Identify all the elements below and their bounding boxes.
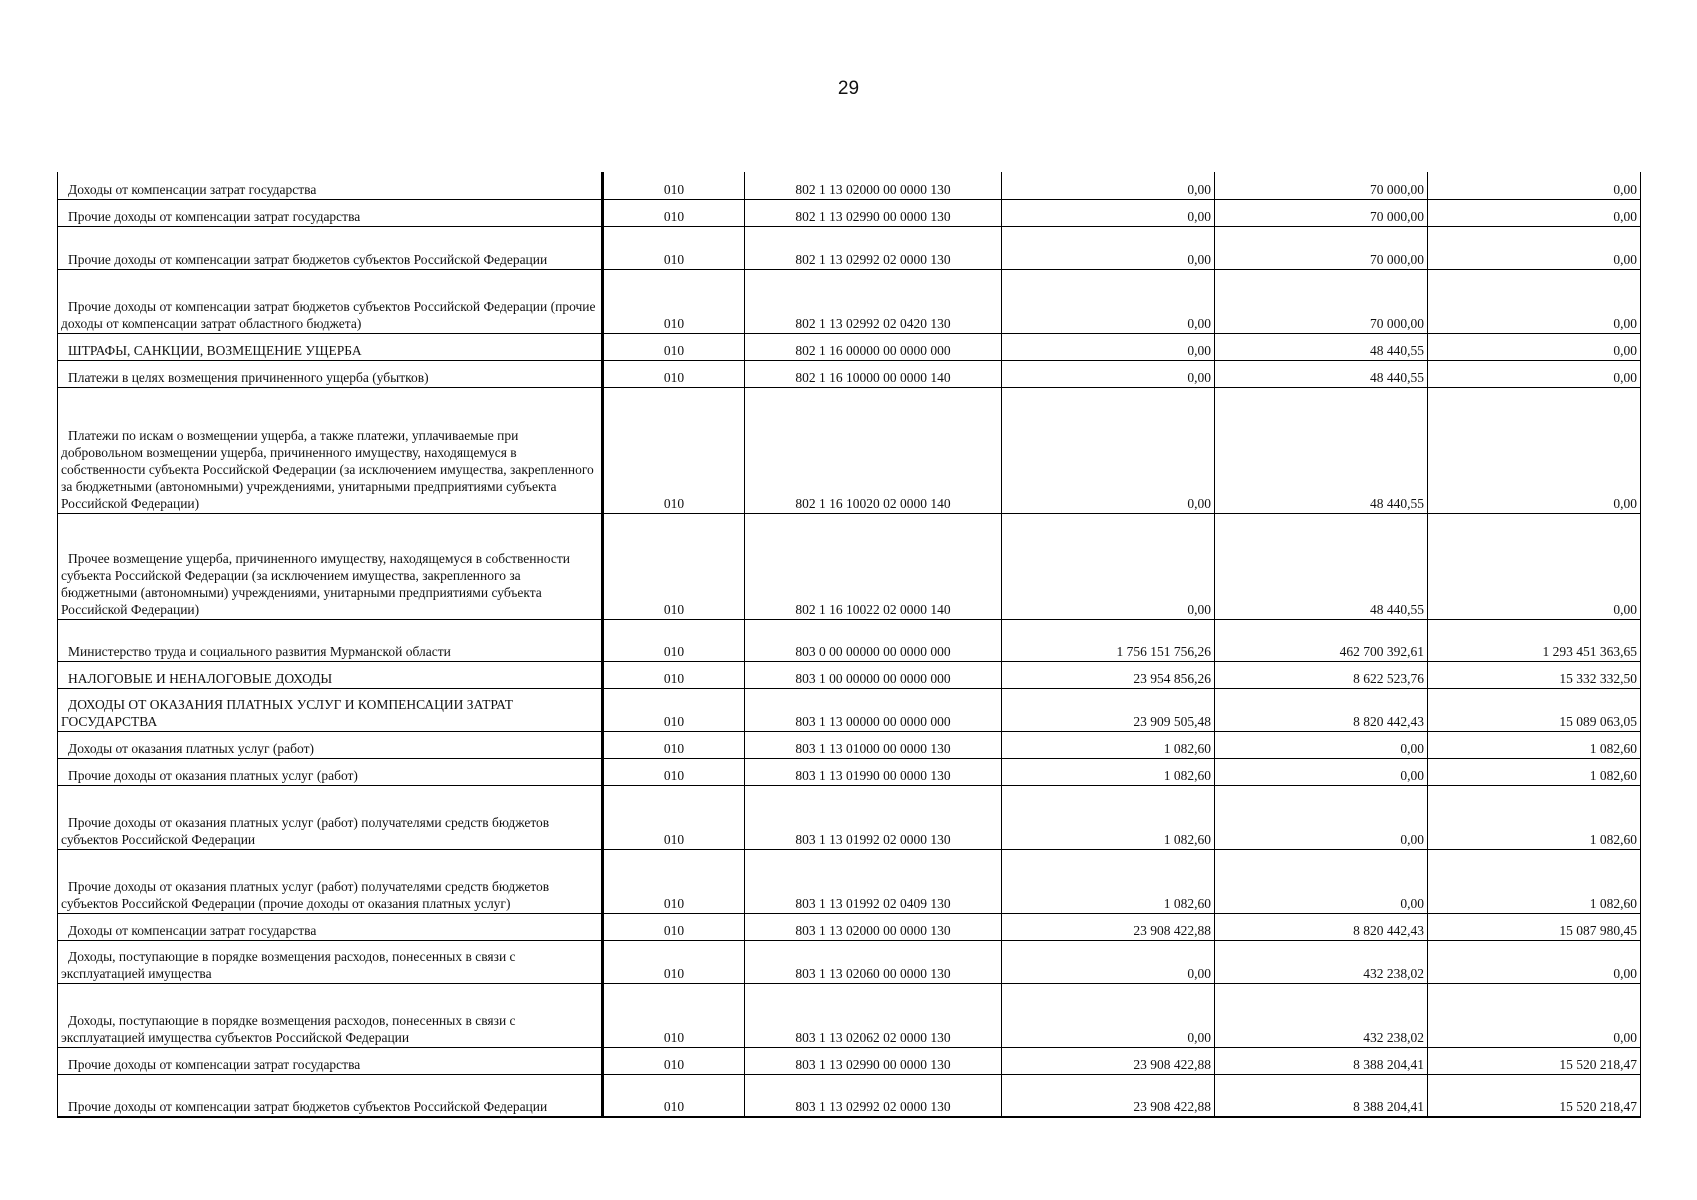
row-value-2-cell: 8 622 523,76 bbox=[1215, 661, 1428, 688]
row-value-3-cell: 1 082,60 bbox=[1428, 758, 1641, 785]
row-classification-code-cell: 802 1 16 10020 02 0000 140 bbox=[745, 387, 1002, 513]
row-value-1-cell: 0,00 bbox=[1002, 983, 1215, 1047]
row-line-code-cell: 010 bbox=[603, 226, 745, 269]
table-row bbox=[58, 758, 1641, 785]
row-value-2-cell: 48 440,55 bbox=[1215, 333, 1428, 360]
row-value-2-cell: 70 000,00 bbox=[1215, 172, 1428, 199]
row-classification-code-cell: 803 1 13 01990 00 0000 130 bbox=[745, 758, 1002, 785]
row-name-text: Прочие доходы от оказания платных услуг (работ) получателями средств бюджетов субъектов Российской Федерации bbox=[61, 814, 550, 847]
row-line-code-cell: 010 bbox=[603, 940, 745, 983]
row-value-3-cell: 15 087 980,45 bbox=[1428, 913, 1641, 940]
row-value-2-cell: 462 700 392,61 bbox=[1215, 619, 1428, 661]
row-classification-code-cell: 802 1 16 00000 00 0000 000 bbox=[745, 333, 1002, 360]
row-line-code-cell: 010 bbox=[603, 513, 745, 619]
row-value-2-cell: 70 000,00 bbox=[1215, 226, 1428, 269]
row-name-cell bbox=[58, 1047, 603, 1074]
row-name-cell bbox=[58, 269, 603, 333]
row-line-code-cell: 010 bbox=[603, 172, 745, 199]
row-name-text: Прочие доходы от оказания платных услуг (работ) получателями средств бюджетов субъектов Российской Федерации (прочие доходы от оказания платных услуг) bbox=[61, 878, 550, 911]
row-value-3-cell: 1 082,60 bbox=[1428, 785, 1641, 849]
row-value-3-cell: 0,00 bbox=[1428, 360, 1641, 387]
row-value-2-cell: 70 000,00 bbox=[1215, 199, 1428, 226]
row-value-3-cell: 1 082,60 bbox=[1428, 849, 1641, 913]
row-name-text: Платежи в целях возмещения причиненного ущерба (убытков) bbox=[68, 369, 429, 385]
row-name-cell bbox=[58, 983, 603, 1047]
row-name-cell bbox=[58, 849, 603, 913]
row-value-3-cell: 1 293 451 363,65 bbox=[1428, 619, 1641, 661]
row-classification-code-cell: 802 1 16 10022 02 0000 140 bbox=[745, 513, 1002, 619]
row-value-2-cell: 70 000,00 bbox=[1215, 269, 1428, 333]
row-name-text: Доходы от компенсации затрат государства bbox=[68, 181, 317, 197]
row-value-1-cell: 1 082,60 bbox=[1002, 785, 1215, 849]
row-name-cell bbox=[58, 360, 603, 387]
row-line-code-cell: 010 bbox=[603, 983, 745, 1047]
row-name-cell bbox=[58, 1074, 603, 1117]
row-line-code-cell: 010 bbox=[603, 619, 745, 661]
row-value-3-cell: 15 520 218,47 bbox=[1428, 1074, 1641, 1117]
row-value-3-cell: 15 089 063,05 bbox=[1428, 688, 1641, 731]
row-value-3-cell: 0,00 bbox=[1428, 172, 1641, 199]
row-classification-code-cell: 803 1 13 01992 02 0409 130 bbox=[745, 849, 1002, 913]
row-classification-code-cell: 803 1 13 01000 00 0000 130 bbox=[745, 731, 1002, 758]
row-classification-code-cell: 803 1 13 00000 00 0000 000 bbox=[745, 688, 1002, 731]
row-value-2-cell: 8 820 442,43 bbox=[1215, 913, 1428, 940]
row-value-1-cell: 1 082,60 bbox=[1002, 849, 1215, 913]
row-name-text: Прочие доходы от компенсации затрат государства bbox=[68, 208, 361, 224]
row-value-2-cell: 0,00 bbox=[1215, 785, 1428, 849]
row-line-code-cell: 010 bbox=[603, 661, 745, 688]
row-name-text: Платежи по искам о возмещении ущерба, а также платежи, уплачиваемые при добровольном возмещении ущерба, причиненного имуществу, находящемуся в собственности субъекта Российской Федерации (за исключением имущества, закрепленного за бюджетными (автономными) учреждениями, унитарными предприятиями субъекта Российской Федерации) bbox=[61, 427, 594, 511]
row-name-text: ШТРАФЫ, САНКЦИИ, ВОЗМЕЩЕНИЕ УЩЕРБА bbox=[68, 342, 362, 358]
row-name-cell bbox=[58, 731, 603, 758]
row-value-3-cell: 0,00 bbox=[1428, 269, 1641, 333]
row-value-1-cell: 0,00 bbox=[1002, 226, 1215, 269]
row-name-text: Прочие доходы от компенсации затрат бюджетов субъектов Российской Федерации bbox=[68, 1099, 548, 1114]
row-name-text: НАЛОГОВЫЕ И НЕНАЛОГОВЫЕ ДОХОДЫ bbox=[68, 670, 333, 686]
row-value-1-cell: 23 908 422,88 bbox=[1002, 1047, 1215, 1074]
table-row bbox=[58, 1047, 1641, 1074]
row-value-2-cell: 48 440,55 bbox=[1215, 360, 1428, 387]
row-line-code-cell: 010 bbox=[603, 688, 745, 731]
row-name-cell bbox=[58, 226, 603, 269]
row-line-code-cell: 010 bbox=[603, 785, 745, 849]
row-classification-code-cell: 803 0 00 00000 00 0000 000 bbox=[745, 619, 1002, 661]
row-value-3-cell: 15 332 332,50 bbox=[1428, 661, 1641, 688]
row-value-3-cell: 0,00 bbox=[1428, 983, 1641, 1047]
income-report-table bbox=[57, 172, 1641, 1118]
row-value-1-cell: 0,00 bbox=[1002, 513, 1215, 619]
row-value-2-cell: 8 388 204,41 bbox=[1215, 1074, 1428, 1117]
row-value-1-cell: 1 756 151 756,26 bbox=[1002, 619, 1215, 661]
table-row bbox=[58, 333, 1641, 360]
row-name-cell bbox=[58, 199, 603, 226]
row-name-cell bbox=[58, 513, 603, 619]
row-line-code-cell: 010 bbox=[603, 387, 745, 513]
table-row bbox=[58, 785, 1641, 849]
row-name-text: ДОХОДЫ ОТ ОКАЗАНИЯ ПЛАТНЫХ УСЛУГ И КОМПЕНСАЦИИ ЗАТРАТ ГОСУДАРСТВА bbox=[61, 696, 513, 729]
row-value-3-cell: 0,00 bbox=[1428, 387, 1641, 513]
table-row bbox=[58, 513, 1641, 619]
row-value-2-cell: 0,00 bbox=[1215, 849, 1428, 913]
row-classification-code-cell: 802 1 13 02000 00 0000 130 bbox=[745, 172, 1002, 199]
row-classification-code-cell: 802 1 13 02990 00 0000 130 bbox=[745, 199, 1002, 226]
table-row bbox=[58, 619, 1641, 661]
row-name-text: Прочие доходы от компенсации затрат бюджетов субъектов Российской Федерации (прочие доходы от компенсации затрат областного бюджета) bbox=[61, 298, 596, 331]
row-line-code-cell: 010 bbox=[603, 1047, 745, 1074]
row-value-1-cell: 0,00 bbox=[1002, 333, 1215, 360]
row-value-1-cell: 23 908 422,88 bbox=[1002, 913, 1215, 940]
row-value-1-cell: 1 082,60 bbox=[1002, 758, 1215, 785]
table-row bbox=[58, 387, 1641, 513]
table-row bbox=[58, 661, 1641, 688]
report-table-body bbox=[58, 172, 1641, 1117]
table-row bbox=[58, 849, 1641, 913]
row-value-3-cell: 15 520 218,47 bbox=[1428, 1047, 1641, 1074]
row-value-2-cell: 48 440,55 bbox=[1215, 387, 1428, 513]
row-value-3-cell: 0,00 bbox=[1428, 333, 1641, 360]
row-line-code-cell: 010 bbox=[603, 269, 745, 333]
row-line-code-cell: 010 bbox=[603, 849, 745, 913]
table-row bbox=[58, 940, 1641, 983]
row-value-3-cell: 0,00 bbox=[1428, 199, 1641, 226]
row-name-text: Прочие доходы от компенсации затрат государства bbox=[68, 1056, 361, 1072]
table-row bbox=[58, 360, 1641, 387]
row-line-code-cell: 010 bbox=[603, 913, 745, 940]
row-classification-code-cell: 803 1 13 02992 02 0000 130 bbox=[745, 1074, 1002, 1117]
row-line-code-cell: 010 bbox=[603, 758, 745, 785]
row-classification-code-cell: 803 1 00 00000 00 0000 000 bbox=[745, 661, 1002, 688]
row-classification-code-cell: 803 1 13 02000 00 0000 130 bbox=[745, 913, 1002, 940]
row-value-1-cell: 0,00 bbox=[1002, 940, 1215, 983]
row-classification-code-cell: 802 1 13 02992 02 0000 130 bbox=[745, 226, 1002, 269]
row-name-cell bbox=[58, 333, 603, 360]
row-name-cell bbox=[58, 661, 603, 688]
row-value-1-cell: 0,00 bbox=[1002, 199, 1215, 226]
table-row bbox=[58, 731, 1641, 758]
row-line-code-cell: 010 bbox=[603, 333, 745, 360]
row-name-cell bbox=[58, 688, 603, 731]
row-name-text: Прочие доходы от оказания платных услуг (работ) bbox=[68, 767, 358, 783]
table-row bbox=[58, 199, 1641, 226]
row-name-cell bbox=[58, 619, 603, 661]
row-value-2-cell: 8 388 204,41 bbox=[1215, 1047, 1428, 1074]
row-classification-code-cell: 803 1 13 02062 02 0000 130 bbox=[745, 983, 1002, 1047]
row-name-cell bbox=[58, 758, 603, 785]
row-name-text: Прочее возмещение ущерба, причиненного имуществу, находящемуся в собственности субъекта Российской Федерации (за исключением имущества, закрепленного за бюджетными (автономными) учреждениями, унитарными предприятиями субъекта Российской Федерации) bbox=[61, 550, 570, 617]
row-value-1-cell: 0,00 bbox=[1002, 269, 1215, 333]
row-value-2-cell: 48 440,55 bbox=[1215, 513, 1428, 619]
row-value-3-cell: 0,00 bbox=[1428, 226, 1641, 269]
row-name-text: Доходы от компенсации затрат государства bbox=[68, 922, 317, 938]
page-number: 29 bbox=[837, 78, 860, 99]
row-classification-code-cell: 803 1 13 02990 00 0000 130 bbox=[745, 1047, 1002, 1074]
row-classification-code-cell: 803 1 13 01992 02 0000 130 bbox=[745, 785, 1002, 849]
row-value-1-cell: 1 082,60 bbox=[1002, 731, 1215, 758]
row-value-1-cell: 23 954 856,26 bbox=[1002, 661, 1215, 688]
row-name-cell bbox=[58, 940, 603, 983]
table-row bbox=[58, 983, 1641, 1047]
row-line-code-cell: 010 bbox=[603, 731, 745, 758]
row-name-text: Доходы, поступающие в порядке возмещения расходов, понесенных в связи с эксплуатацией имущества субъектов Российской Федерации bbox=[61, 1012, 516, 1045]
row-value-2-cell: 0,00 bbox=[1215, 731, 1428, 758]
row-value-1-cell: 0,00 bbox=[1002, 360, 1215, 387]
row-classification-code-cell: 802 1 13 02992 02 0420 130 bbox=[745, 269, 1002, 333]
row-line-code-cell: 010 bbox=[603, 199, 745, 226]
row-value-3-cell: 1 082,60 bbox=[1428, 731, 1641, 758]
table-row bbox=[58, 688, 1641, 731]
row-value-1-cell: 0,00 bbox=[1002, 387, 1215, 513]
row-name-text: Доходы, поступающие в порядке возмещения расходов, понесенных в связи с эксплуатацией имущества bbox=[61, 948, 516, 981]
row-value-3-cell: 0,00 bbox=[1428, 513, 1641, 619]
row-classification-code-cell: 802 1 16 10000 00 0000 140 bbox=[745, 360, 1002, 387]
row-classification-code-cell: 803 1 13 02060 00 0000 130 bbox=[745, 940, 1002, 983]
row-value-3-cell: 0,00 bbox=[1428, 940, 1641, 983]
row-name-cell bbox=[58, 785, 603, 849]
row-name-text: Доходы от оказания платных услуг (работ) bbox=[68, 740, 314, 756]
row-line-code-cell: 010 bbox=[603, 1074, 745, 1117]
row-value-1-cell: 23 908 422,88 bbox=[1002, 1074, 1215, 1117]
row-value-2-cell: 0,00 bbox=[1215, 758, 1428, 785]
row-line-code-cell: 010 bbox=[603, 360, 745, 387]
table-row bbox=[58, 172, 1641, 199]
table-row bbox=[58, 913, 1641, 940]
row-value-1-cell: 23 909 505,48 bbox=[1002, 688, 1215, 731]
table-row bbox=[58, 269, 1641, 333]
row-value-1-cell: 0,00 bbox=[1002, 172, 1215, 199]
row-name-cell bbox=[58, 913, 603, 940]
table-row bbox=[58, 1074, 1641, 1117]
row-value-2-cell: 432 238,02 bbox=[1215, 983, 1428, 1047]
row-value-2-cell: 8 820 442,43 bbox=[1215, 688, 1428, 731]
row-value-2-cell: 432 238,02 bbox=[1215, 940, 1428, 983]
row-name-cell bbox=[58, 387, 603, 513]
row-name-text: Прочие доходы от компенсации затрат бюджетов субъектов Российской Федерации bbox=[68, 251, 548, 267]
table-row bbox=[58, 226, 1641, 269]
row-name-cell bbox=[58, 172, 603, 199]
row-name-text: Министерство труда и социального развития Мурманской области bbox=[68, 643, 451, 659]
